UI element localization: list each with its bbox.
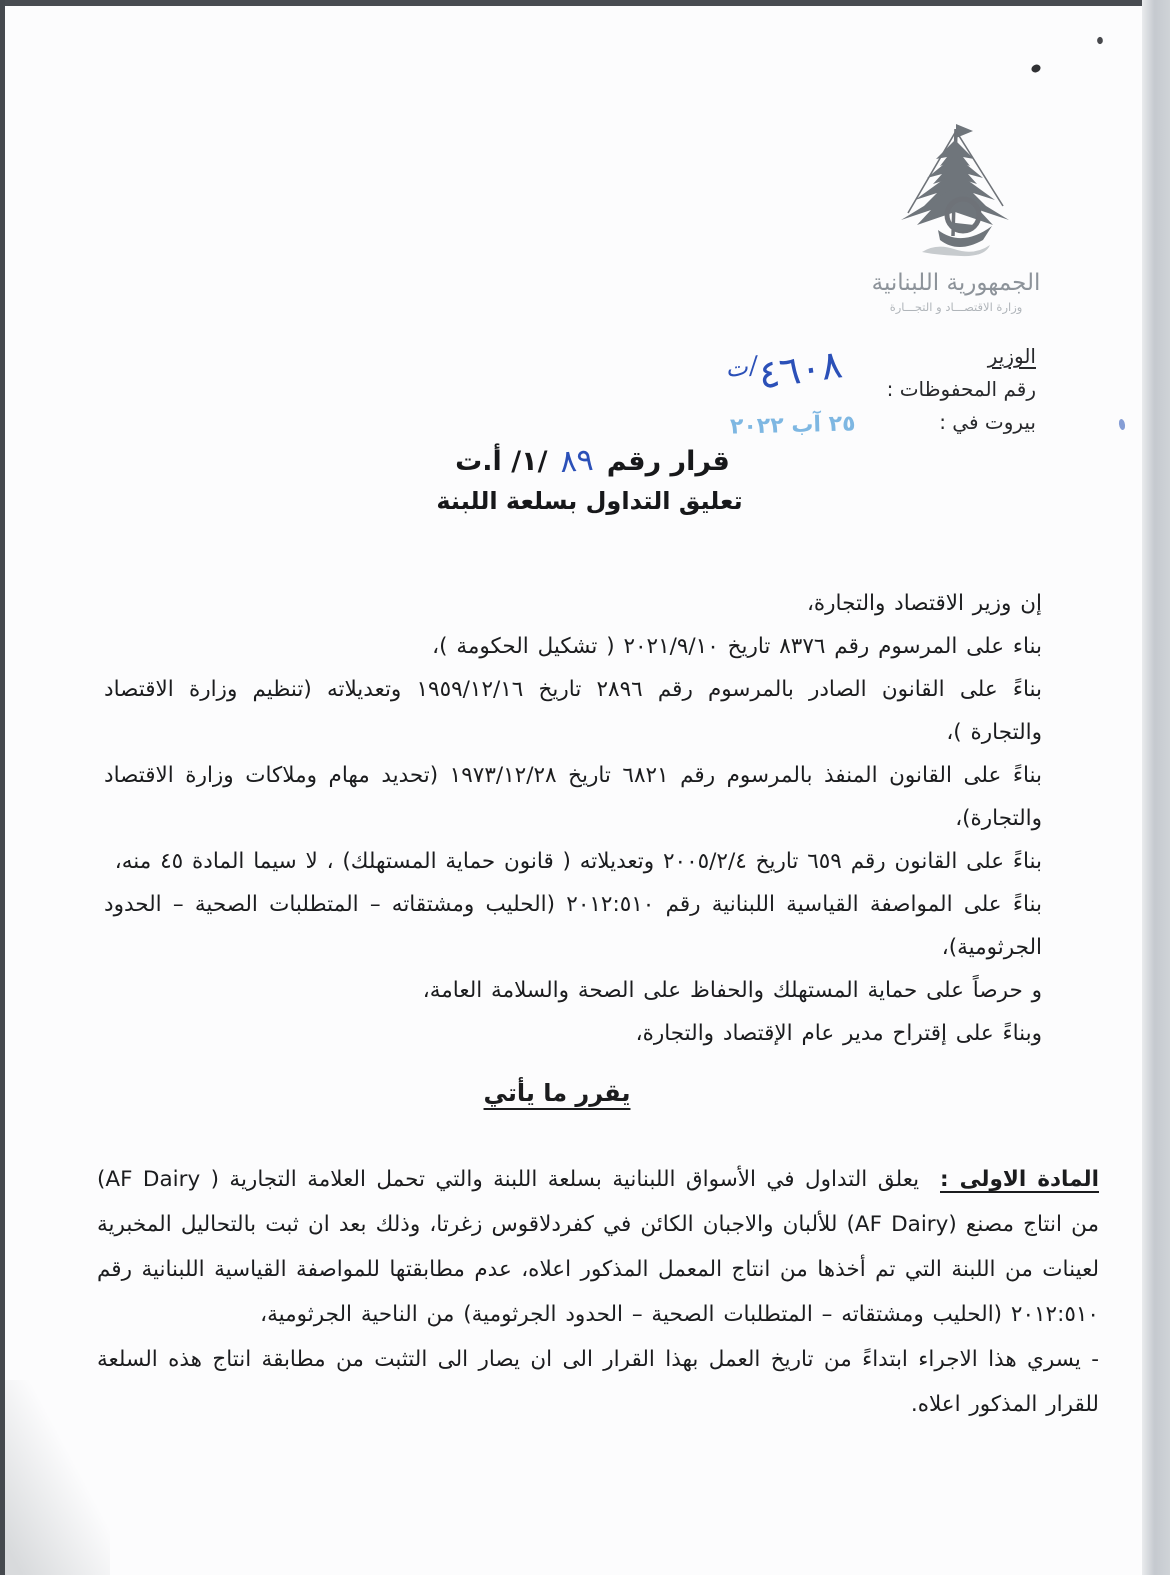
- meta-block: [726, 340, 1036, 440]
- preamble-line: بناءً على القانون المنفذ بالمرسوم رقم ٦٨٢١ تاريخ ١٩٧٣/١٢/٢٨ (تحديد مهام وملاكات وزارة الاقتصاد والتجارة)،: [104, 763, 1042, 831]
- archive-number-handwritten: ت/ ٤٦٠٨: [726, 342, 845, 399]
- article-first-clause: - يسري هذا الاجراء ابتداءً من تاريخ العمل بهذا القرار الى ان يصار الى التثبت من مطابقة انتاج هذه السلعة للقرار المذكور اعلاه.: [97, 1347, 1099, 1417]
- beirut-date-row: [729, 406, 1036, 440]
- document-page: [5, 6, 1142, 1575]
- article-first-paragraph: [97, 1157, 1099, 1337]
- title-block: [5, 442, 1142, 515]
- decree-body: [97, 582, 1099, 1427]
- scanner-edge-top: [0, 0, 1148, 6]
- article-first: [97, 1157, 1099, 1427]
- minister-label: الوزير: [987, 344, 1036, 368]
- decision-title: [24, 441, 1161, 481]
- scanner-background-band: [1142, 0, 1170, 1575]
- article-first-label: المادة الاولى :: [940, 1167, 1099, 1192]
- preamble-line: إن وزير الاقتصاد والتجارة،: [806, 591, 1042, 616]
- beirut-label: بيروت في :: [939, 410, 1036, 434]
- date-stamp: ٢٥ آب ٢٠٢٢: [729, 411, 856, 440]
- decision-title-prefix: قرار رقم: [606, 446, 730, 477]
- decision-number-handwritten: ٨٩: [559, 441, 596, 481]
- letterhead-ministry: وزارة الاقتصـــاد و التجـــارة: [889, 300, 1023, 314]
- decision-heading: يقرر ما يأتي: [483, 1079, 631, 1107]
- preamble-line: و حرصاً على حماية المستهلك والحفاظ على الصحة والسلامة العامة،: [422, 978, 1042, 1003]
- scan-wedge-artifact: [5, 1380, 110, 1575]
- decision-title-suffix: /١/ أ.ت: [455, 446, 548, 477]
- decision-subject: تعليق التداول بسلعة اللبنة: [436, 487, 743, 515]
- article-first-body: يعلق التداول في الأسواق اللبنانية بسلعة اللبنة والتي تحمل العلامة التجارية ( AF Dairy) من انتاج مصنع (AF Dairy) للألبان والاجبان الكائن في كفردلاقوس زغرتا، وذلك بعد ان ثبت بالتحاليل المخبرية لعينات من اللبنة التي تم أخذها من انتاج المعمل المذكور اعلاه، عدم مطابقتها للمواصفة القياسية اللبنانية رقم ٢٠١٢:٥١٠ (الحليب ومشتقاته – المتطلبات الصحية – الحدود الجرثومية) من الناحية الجرثومية،: [97, 1167, 1099, 1327]
- scanner-edge-left: [0, 0, 5, 1575]
- preamble-line: وبناءً على إقتراح مدير عام الإقتصاد والتجارة،: [635, 1021, 1042, 1046]
- archive-label: رقم المحفوظات :: [886, 377, 1036, 401]
- preamble: [104, 582, 1042, 1055]
- preamble-line: بناءً على القانون الصادر بالمرسوم رقم ٢٨٩٦ تاريخ ١٩٥٩/١٢/١٦ وتعديلاته (تنظيم وزارة الاقتصاد والتجارة )،: [104, 677, 1042, 745]
- letterhead: [830, 116, 1082, 314]
- preamble-line: بناء على المرسوم رقم ٨٣٧٦ تاريخ ٢٠٢١/٩/١٠ ( تشكيل الحكومة )،: [432, 634, 1042, 659]
- archive-mark-handwritten: ت/: [726, 350, 758, 384]
- preamble-line: بناءً على المواصفة القياسية اللبنانية رقم ٢٠١٢:٥١٠ (الحليب ومشتقاته – المتطلبات الصحية – الحدود الجرثومية)،: [104, 892, 1042, 960]
- letterhead-republic: الجمهورية اللبنانية: [871, 270, 1041, 296]
- cedar-ship-emblem-icon: [830, 116, 1082, 270]
- preamble-line: بناءً على القانون رقم ٦٥٩ تاريخ ٢٠٠٥/٢/٤ وتعديلاته ( قانون حماية المستهلك) ، لا سيما المادة ٤٥ منه،: [114, 849, 1042, 874]
